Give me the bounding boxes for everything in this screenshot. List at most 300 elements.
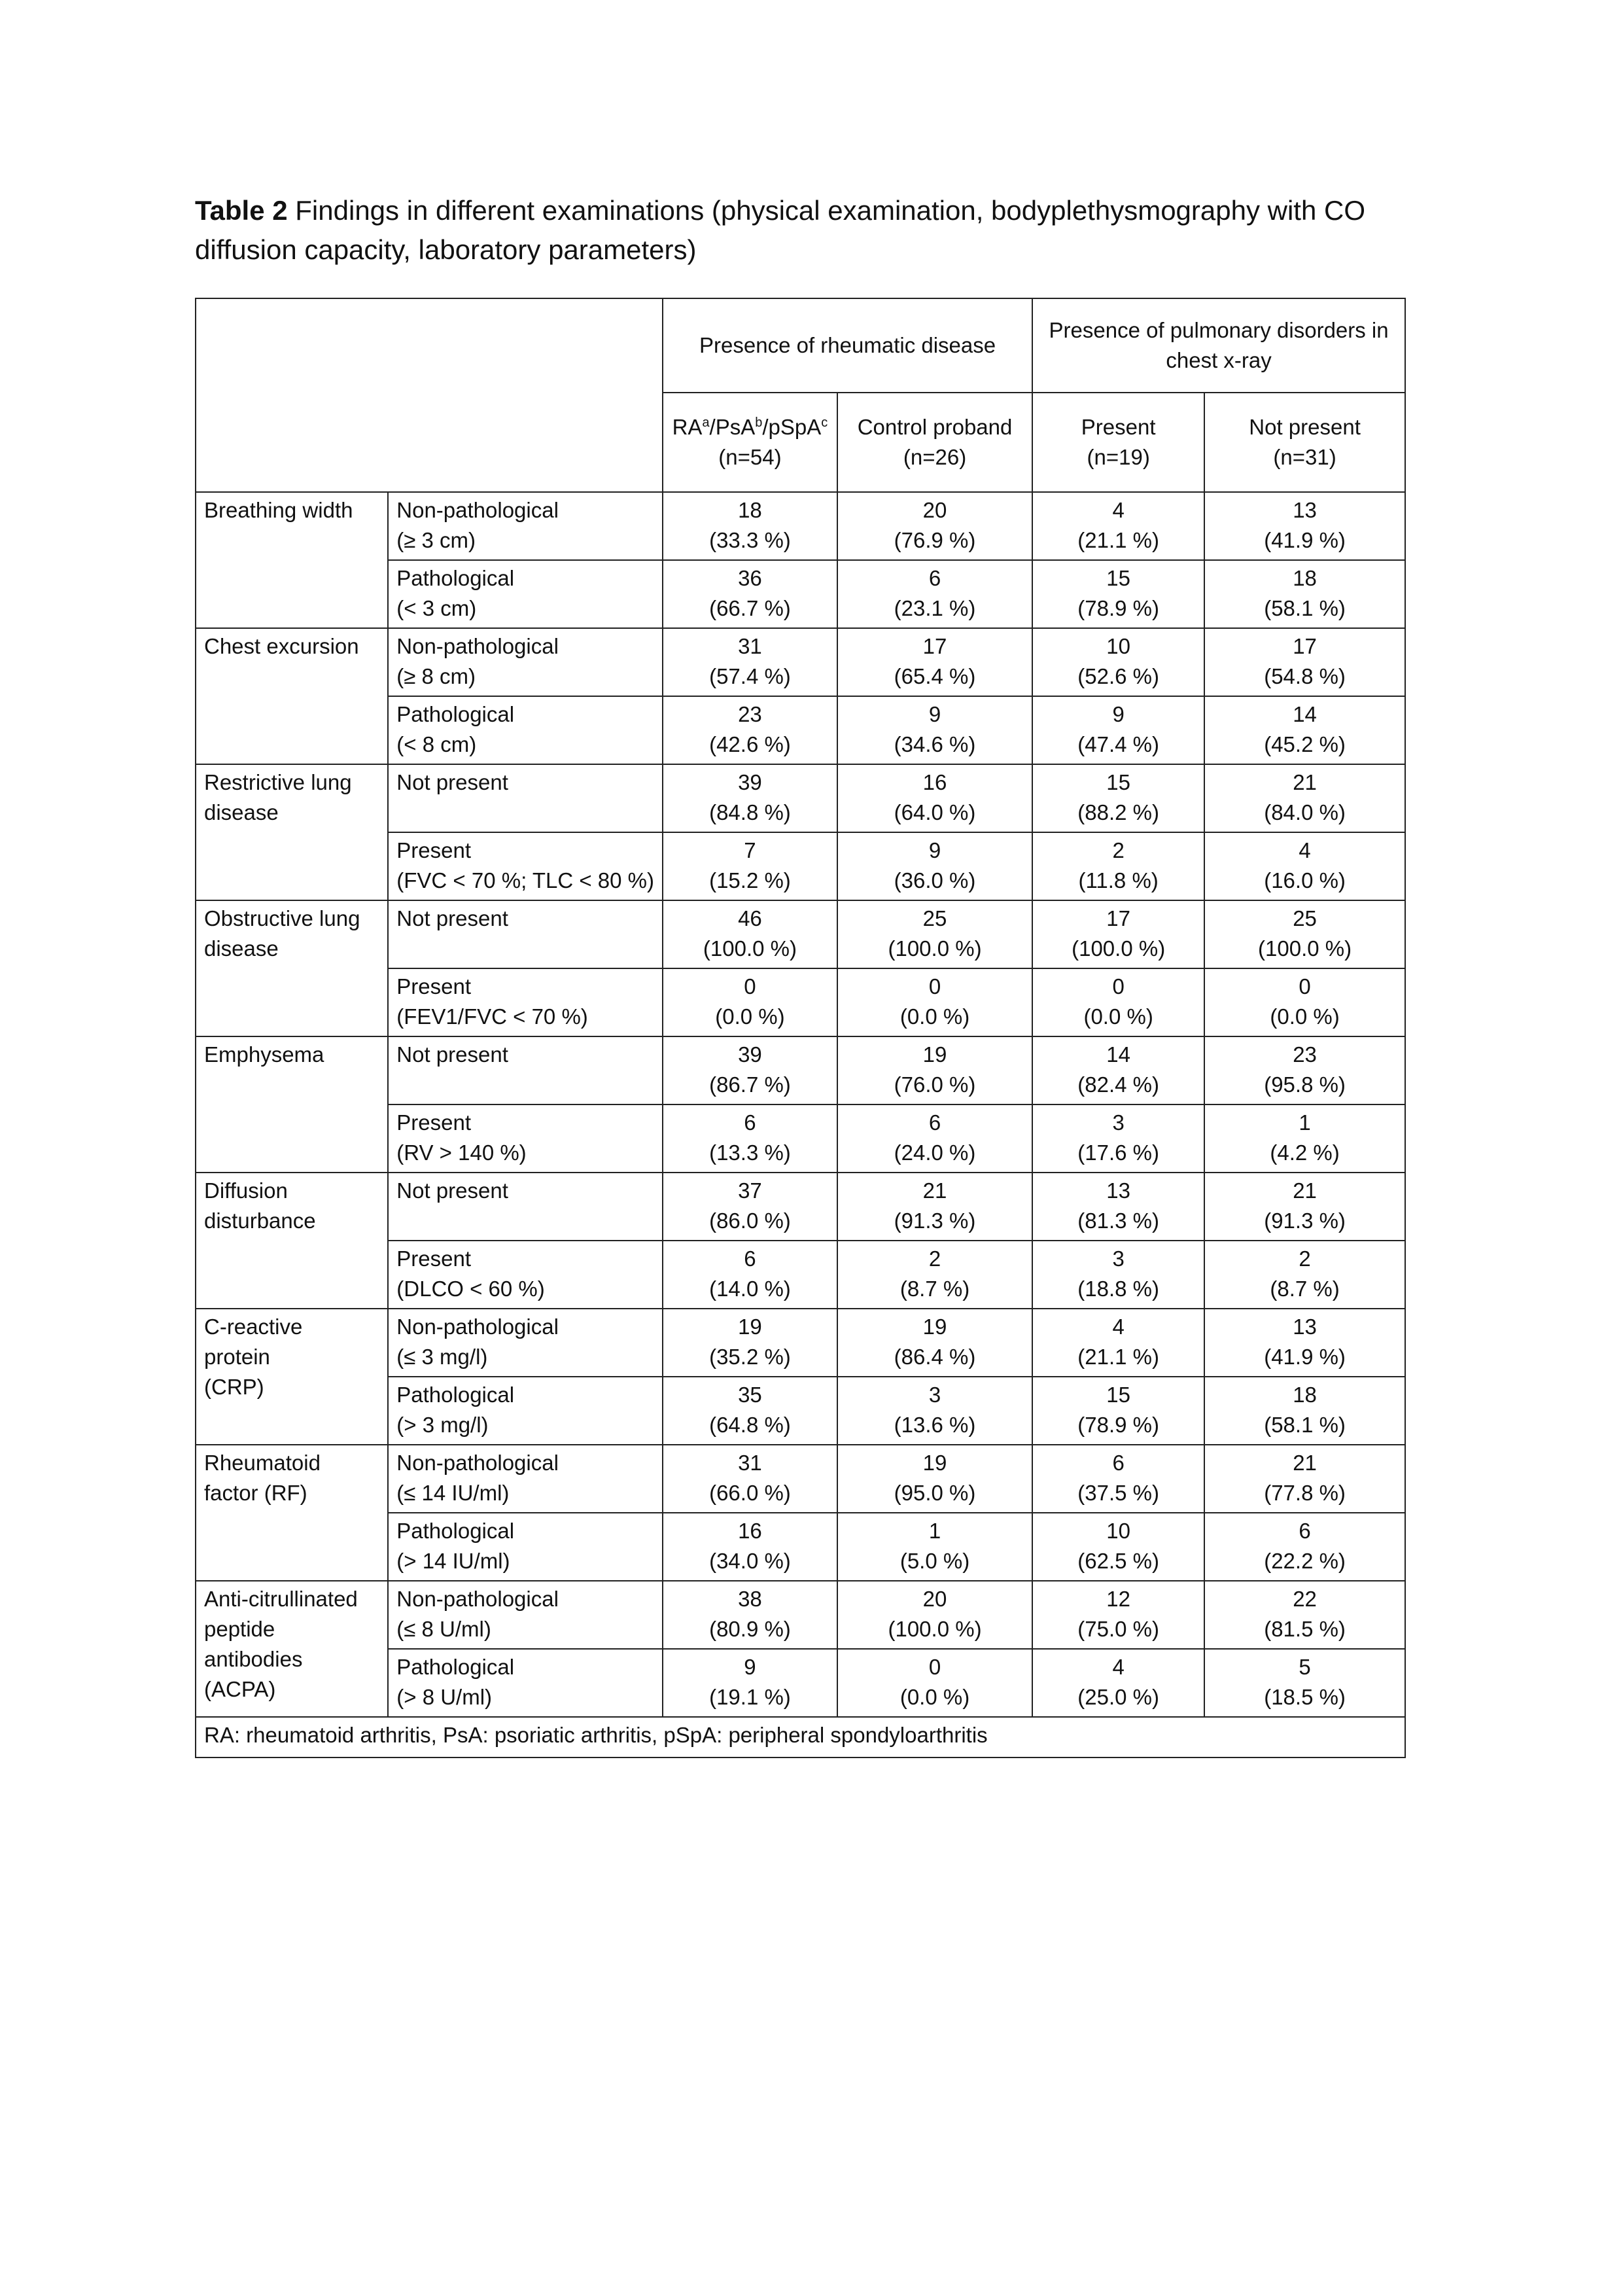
header-col-not-present — [1204, 393, 1405, 492]
count-value: 20 — [922, 498, 947, 522]
value-cell — [1032, 1309, 1204, 1377]
category-cell — [388, 1581, 663, 1649]
value-cell — [837, 968, 1032, 1036]
percent-value: (65.4 %) — [894, 664, 976, 688]
percent-value: (100.0 %) — [1258, 936, 1352, 961]
count-value: 3 — [1112, 1110, 1125, 1135]
value-cell — [663, 1173, 837, 1241]
category-line: Pathological — [396, 1383, 515, 1407]
count-value: 19 — [922, 1042, 947, 1067]
count-value: 31 — [738, 1451, 762, 1475]
count-value: 19 — [922, 1315, 947, 1339]
value-cell — [1032, 1445, 1204, 1513]
category-cell — [388, 968, 663, 1036]
percent-value: (0.0 %) — [899, 1004, 970, 1029]
value-cell — [1032, 492, 1204, 560]
category-cell — [388, 1377, 663, 1445]
percent-value: (35.2 %) — [709, 1345, 791, 1369]
value-cell — [1204, 560, 1405, 628]
count-value: 9 — [1112, 702, 1125, 726]
value-cell — [837, 764, 1032, 832]
percent-value: (62.5 %) — [1077, 1549, 1160, 1573]
table-row — [196, 492, 1405, 560]
header-pulmonary-disorders: Presence of pulmonary disorders in chest x-ray — [1032, 298, 1405, 393]
percent-value: (15.2 %) — [709, 868, 791, 892]
count-value: 2 — [928, 1246, 941, 1271]
group-label-line: disease — [204, 936, 279, 961]
count-value: 13 — [1293, 498, 1317, 522]
value-cell — [1204, 832, 1405, 900]
row-group-label — [196, 1581, 388, 1717]
percent-value: (13.6 %) — [894, 1413, 976, 1437]
group-label-line: factor (RF) — [204, 1481, 307, 1505]
category-cell — [388, 764, 663, 832]
header-col3-n: (n=19) — [1087, 445, 1150, 469]
percent-value: (16.0 %) — [1264, 868, 1346, 892]
count-value: 39 — [738, 770, 762, 794]
count-value: 15 — [1106, 770, 1131, 794]
count-value: 4 — [1112, 1655, 1125, 1679]
count-value: 17 — [1106, 906, 1131, 930]
count-value: 23 — [738, 702, 762, 726]
category-line: Pathological — [396, 702, 515, 726]
category-cell — [388, 1241, 663, 1309]
percent-value: (76.9 %) — [894, 528, 976, 552]
percent-value: (78.9 %) — [1077, 596, 1160, 620]
group-label-line: C-reactive — [204, 1315, 303, 1339]
percent-value: (23.1 %) — [894, 596, 976, 620]
category-cell — [388, 560, 663, 628]
category-line: (> 14 IU/ml) — [396, 1549, 510, 1573]
percent-value: (57.4 %) — [709, 664, 791, 688]
percent-value: (41.9 %) — [1264, 528, 1346, 552]
count-value: 14 — [1293, 702, 1317, 726]
header-col-ra-psa-pspa — [663, 393, 837, 492]
value-cell — [837, 1581, 1032, 1649]
count-value: 2 — [1112, 838, 1125, 862]
category-line: Present — [396, 1246, 471, 1271]
count-value: 3 — [1112, 1246, 1125, 1271]
value-cell — [837, 1104, 1032, 1173]
percent-value: (0.0 %) — [899, 1685, 970, 1709]
percent-value: (45.2 %) — [1264, 732, 1346, 756]
category-cell — [388, 696, 663, 764]
count-value: 18 — [1293, 566, 1317, 590]
percent-value: (66.0 %) — [709, 1481, 791, 1505]
value-cell — [663, 1104, 837, 1173]
percent-value: (86.0 %) — [709, 1209, 791, 1233]
value-cell — [1032, 1241, 1204, 1309]
percent-value: (4.2 %) — [1270, 1140, 1340, 1165]
value-cell — [663, 696, 837, 764]
count-value: 20 — [922, 1587, 947, 1611]
value-cell — [1204, 764, 1405, 832]
percent-value: (33.3 %) — [709, 528, 791, 552]
count-value: 3 — [928, 1383, 941, 1407]
count-value: 19 — [922, 1451, 947, 1475]
category-cell — [388, 492, 663, 560]
value-cell — [1032, 1581, 1204, 1649]
table-row — [196, 1445, 1405, 1513]
percent-value: (86.4 %) — [894, 1345, 976, 1369]
percent-value: (21.1 %) — [1077, 1345, 1160, 1369]
percent-value: (37.5 %) — [1077, 1481, 1160, 1505]
value-cell — [663, 628, 837, 696]
value-cell — [663, 1445, 837, 1513]
group-label-line: peptide — [204, 1617, 275, 1641]
category-line: (< 3 cm) — [396, 596, 477, 620]
value-cell — [1204, 1377, 1405, 1445]
value-cell — [837, 1036, 1032, 1104]
count-value: 25 — [922, 906, 947, 930]
group-label-line: (ACPA) — [204, 1677, 276, 1701]
count-value: 38 — [738, 1587, 762, 1611]
percent-value: (84.8 %) — [709, 800, 791, 824]
percent-value: (82.4 %) — [1077, 1072, 1160, 1097]
count-value: 4 — [1112, 498, 1125, 522]
percent-value: (17.6 %) — [1077, 1140, 1160, 1165]
value-cell — [663, 1309, 837, 1377]
percent-value: (77.8 %) — [1264, 1481, 1346, 1505]
value-cell — [1204, 1309, 1405, 1377]
value-cell — [1204, 1241, 1405, 1309]
percent-value: (100.0 %) — [703, 936, 797, 961]
table-row — [196, 1309, 1405, 1377]
category-line: Pathological — [396, 566, 515, 590]
category-line: (DLCO < 60 %) — [396, 1277, 545, 1301]
row-group-label — [196, 1173, 388, 1309]
count-value: 4 — [1112, 1315, 1125, 1339]
percent-value: (21.1 %) — [1077, 528, 1160, 552]
category-line: (> 8 U/ml) — [396, 1685, 493, 1709]
category-line: (FVC < 70 %; TLC < 80 %) — [396, 868, 654, 892]
header-col2-label: Control proband — [857, 415, 1013, 439]
count-value: 35 — [738, 1383, 762, 1407]
row-group-label — [196, 492, 388, 628]
category-line: (FEV1/FVC < 70 %) — [396, 1004, 588, 1029]
count-value: 1 — [928, 1519, 941, 1543]
group-label-line: Anti-citrullinated — [204, 1587, 358, 1611]
header-col-control — [837, 393, 1032, 492]
table-footnote: RA: rheumatoid arthritis, PsA: psoriatic arthritis, pSpA: peripheral spondyloarthritis — [196, 1717, 1405, 1757]
percent-value: (8.7 %) — [899, 1277, 970, 1301]
value-cell — [1204, 1649, 1405, 1717]
group-label-line: Diffusion — [204, 1178, 288, 1203]
count-value: 6 — [744, 1246, 756, 1271]
group-label-line: protein — [204, 1345, 270, 1369]
count-value: 18 — [1293, 1383, 1317, 1407]
value-cell — [837, 1309, 1032, 1377]
group-label-line: Obstructive lung — [204, 906, 360, 930]
count-value: 0 — [744, 974, 756, 998]
caption-lead: Table 2 — [195, 195, 288, 226]
category-line: Pathological — [396, 1519, 515, 1543]
group-label-line: antibodies — [204, 1647, 303, 1671]
percent-value: (52.6 %) — [1077, 664, 1160, 688]
count-value: 21 — [1293, 770, 1317, 794]
table-row — [196, 764, 1405, 832]
category-cell — [388, 900, 663, 968]
header-col1-n: (n=54) — [718, 445, 782, 469]
table-row — [196, 628, 1405, 696]
count-value: 10 — [1106, 634, 1131, 658]
value-cell — [1032, 560, 1204, 628]
count-value: 9 — [744, 1655, 756, 1679]
category-line: (< 8 cm) — [396, 732, 477, 756]
row-group-label — [196, 1309, 388, 1445]
percent-value: (0.0 %) — [1270, 1004, 1340, 1029]
count-value: 21 — [1293, 1451, 1317, 1475]
header-row-groups — [196, 298, 1405, 393]
count-value: 6 — [928, 566, 941, 590]
value-cell — [663, 492, 837, 560]
percent-value: (100.0 %) — [1072, 936, 1166, 961]
percent-value: (18.8 %) — [1077, 1277, 1160, 1301]
percent-value: (8.7 %) — [1270, 1277, 1340, 1301]
count-value: 36 — [738, 566, 762, 590]
category-line: Non-pathological — [396, 634, 559, 658]
group-label-line: Breathing width — [204, 498, 353, 522]
count-value: 16 — [738, 1519, 762, 1543]
percent-value: (18.5 %) — [1264, 1685, 1346, 1709]
count-value: 21 — [922, 1178, 947, 1203]
category-line: (≥ 3 cm) — [396, 528, 476, 552]
category-cell — [388, 1173, 663, 1241]
header-col4-label: Not present — [1249, 415, 1361, 439]
category-line: Not present — [396, 906, 508, 930]
percent-value: (91.3 %) — [894, 1209, 976, 1233]
value-cell — [1032, 628, 1204, 696]
percent-value: (75.0 %) — [1077, 1617, 1160, 1641]
percent-value: (78.9 %) — [1077, 1413, 1160, 1437]
value-cell — [1032, 968, 1204, 1036]
count-value: 22 — [1293, 1587, 1317, 1611]
header-rheumatic-disease: Presence of rheumatic disease — [663, 298, 1032, 393]
value-cell — [1204, 696, 1405, 764]
header-ra: RA — [672, 415, 703, 439]
count-value: 5 — [1299, 1655, 1311, 1679]
header-psa-sup: b — [755, 415, 763, 430]
percent-value: (13.3 %) — [709, 1140, 791, 1165]
category-cell — [388, 1513, 663, 1581]
percent-value: (34.0 %) — [709, 1549, 791, 1573]
count-value: 0 — [1112, 974, 1125, 998]
header-col2-n: (n=26) — [903, 445, 967, 469]
count-value: 10 — [1106, 1519, 1131, 1543]
group-label-line: disease — [204, 800, 279, 824]
count-value: 25 — [1293, 906, 1317, 930]
category-cell — [388, 1036, 663, 1104]
value-cell — [837, 696, 1032, 764]
category-cell — [388, 1309, 663, 1377]
percent-value: (24.0 %) — [894, 1140, 976, 1165]
value-cell — [1032, 1377, 1204, 1445]
value-cell — [663, 1649, 837, 1717]
value-cell — [837, 832, 1032, 900]
category-line: Present — [396, 1110, 471, 1135]
count-value: 0 — [928, 1655, 941, 1679]
value-cell — [1032, 1513, 1204, 1581]
value-cell — [663, 1036, 837, 1104]
value-cell — [663, 1581, 837, 1649]
category-line: Not present — [396, 1042, 508, 1067]
count-value: 1 — [1299, 1110, 1311, 1135]
value-cell — [663, 560, 837, 628]
value-cell — [837, 1445, 1032, 1513]
value-cell — [1204, 1104, 1405, 1173]
header-col-present — [1032, 393, 1204, 492]
percent-value: (100.0 %) — [888, 936, 982, 961]
percent-value: (34.6 %) — [894, 732, 976, 756]
value-cell — [837, 492, 1032, 560]
value-cell — [837, 1377, 1032, 1445]
table-row — [196, 1581, 1405, 1649]
count-value: 0 — [928, 974, 941, 998]
value-cell — [663, 1241, 837, 1309]
value-cell — [837, 900, 1032, 968]
header-pspa-sup: c — [821, 415, 828, 430]
header-psa: /PsA — [709, 415, 756, 439]
percent-value: (91.3 %) — [1264, 1209, 1346, 1233]
percent-value: (66.7 %) — [709, 596, 791, 620]
value-cell — [837, 560, 1032, 628]
count-value: 15 — [1106, 566, 1131, 590]
percent-value: (88.2 %) — [1077, 800, 1160, 824]
count-value: 12 — [1106, 1587, 1131, 1611]
count-value: 14 — [1106, 1042, 1131, 1067]
percent-value: (54.8 %) — [1264, 664, 1346, 688]
row-group-label — [196, 1445, 388, 1581]
percent-value: (81.5 %) — [1264, 1617, 1346, 1641]
percent-value: (41.9 %) — [1264, 1345, 1346, 1369]
percent-value: (47.4 %) — [1077, 732, 1160, 756]
percent-value: (95.8 %) — [1264, 1072, 1346, 1097]
category-cell — [388, 1445, 663, 1513]
group-label-line: (CRP) — [204, 1375, 264, 1399]
percent-value: (19.1 %) — [709, 1685, 791, 1709]
category-cell — [388, 1104, 663, 1173]
category-line: (≤ 8 U/ml) — [396, 1617, 491, 1641]
percent-value: (25.0 %) — [1077, 1685, 1160, 1709]
category-line: Present — [396, 974, 471, 998]
row-group-label — [196, 1036, 388, 1173]
category-cell — [388, 832, 663, 900]
count-value: 2 — [1299, 1246, 1311, 1271]
percent-value: (22.2 %) — [1264, 1549, 1346, 1573]
category-line: Non-pathological — [396, 498, 559, 522]
value-cell — [1204, 1445, 1405, 1513]
value-cell — [837, 1513, 1032, 1581]
count-value: 15 — [1106, 1383, 1131, 1407]
group-label-line: Rheumatoid — [204, 1451, 321, 1475]
category-line: Non-pathological — [396, 1587, 559, 1611]
value-cell — [663, 900, 837, 968]
category-cell — [388, 628, 663, 696]
value-cell — [837, 1649, 1032, 1717]
value-cell — [1204, 628, 1405, 696]
count-value: 13 — [1293, 1315, 1317, 1339]
count-value: 21 — [1293, 1178, 1317, 1203]
group-label-line: Restrictive lung — [204, 770, 352, 794]
findings-table — [195, 298, 1406, 1758]
category-line: Not present — [396, 770, 508, 794]
percent-value: (58.1 %) — [1264, 1413, 1346, 1437]
caption-text: Findings in different examinations (physical examination, bodyplethysmography with CO diffusion capacity, laboratory parameters) — [195, 195, 1366, 265]
count-value: 18 — [738, 498, 762, 522]
count-value: 9 — [928, 838, 941, 862]
value-cell — [1032, 900, 1204, 968]
value-cell — [1204, 1513, 1405, 1581]
category-line: Present — [396, 838, 471, 862]
value-cell — [1204, 1581, 1405, 1649]
count-value: 17 — [1293, 634, 1317, 658]
count-value: 6 — [1299, 1519, 1311, 1543]
percent-value: (81.3 %) — [1077, 1209, 1160, 1233]
value-cell — [1032, 1173, 1204, 1241]
count-value: 39 — [738, 1042, 762, 1067]
footnote-row — [196, 1717, 1405, 1757]
percent-value: (0.0 %) — [715, 1004, 785, 1029]
value-cell — [1032, 1104, 1204, 1173]
count-value: 6 — [744, 1110, 756, 1135]
table-caption — [195, 191, 1438, 270]
header-ra-sup: a — [702, 415, 710, 430]
percent-value: (0.0 %) — [1083, 1004, 1153, 1029]
header-pspa: /pSpA — [762, 415, 822, 439]
value-cell — [663, 1377, 837, 1445]
percent-value: (76.0 %) — [894, 1072, 976, 1097]
count-value: 37 — [738, 1178, 762, 1203]
header-col3-label: Present — [1081, 415, 1156, 439]
category-line: (RV > 140 %) — [396, 1140, 527, 1165]
value-cell — [663, 764, 837, 832]
group-label-line: Chest excursion — [204, 634, 359, 658]
count-value: 4 — [1299, 838, 1311, 862]
count-value: 0 — [1299, 974, 1311, 998]
percent-value: (100.0 %) — [888, 1617, 982, 1641]
category-line: Non-pathological — [396, 1451, 559, 1475]
value-cell — [1204, 968, 1405, 1036]
row-group-label — [196, 900, 388, 1036]
table-row — [196, 900, 1405, 968]
percent-value: (95.0 %) — [894, 1481, 976, 1505]
count-value: 6 — [928, 1110, 941, 1135]
count-value: 16 — [922, 770, 947, 794]
count-value: 7 — [744, 838, 756, 862]
category-line: Pathological — [396, 1655, 515, 1679]
percent-value: (42.6 %) — [709, 732, 791, 756]
percent-value: (14.0 %) — [709, 1277, 791, 1301]
value-cell — [1204, 492, 1405, 560]
category-line: (≤ 3 mg/l) — [396, 1345, 488, 1369]
count-value: 31 — [738, 634, 762, 658]
value-cell — [837, 628, 1032, 696]
value-cell — [837, 1241, 1032, 1309]
percent-value: (58.1 %) — [1264, 596, 1346, 620]
category-line: Non-pathological — [396, 1315, 559, 1339]
header-col4-n: (n=31) — [1273, 445, 1336, 469]
value-cell — [663, 832, 837, 900]
row-group-label — [196, 628, 388, 764]
value-cell — [1204, 1036, 1405, 1104]
value-cell — [1204, 1173, 1405, 1241]
count-value: 23 — [1293, 1042, 1317, 1067]
group-label-line: Emphysema — [204, 1042, 324, 1067]
count-value: 13 — [1106, 1178, 1131, 1203]
value-cell — [1032, 764, 1204, 832]
percent-value: (64.8 %) — [709, 1413, 791, 1437]
category-line: Not present — [396, 1178, 508, 1203]
